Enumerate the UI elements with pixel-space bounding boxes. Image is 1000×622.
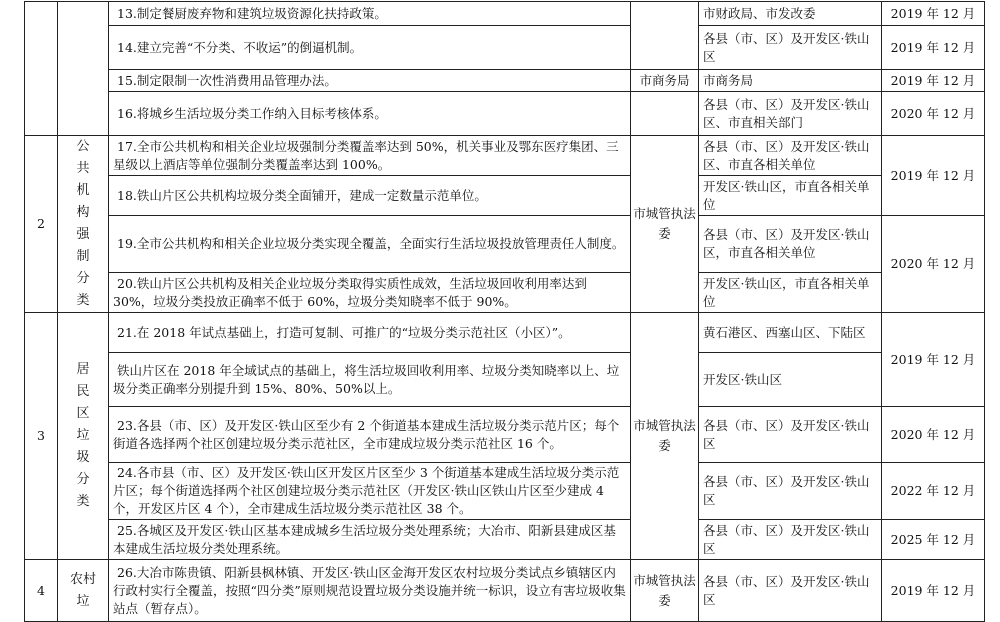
category-cell bbox=[58, 313, 109, 560]
deadline-cell: 2020 年 12 月 bbox=[882, 407, 985, 463]
table-row bbox=[25, 520, 985, 560]
deadline-cell: 2019 年 12 月 bbox=[882, 560, 985, 622]
category-cell bbox=[58, 136, 109, 313]
task-cell: 15.制定限制一次性消费用品管理办法。 bbox=[109, 70, 631, 92]
table-row bbox=[25, 136, 985, 176]
task-cell: 24.各市县（市、区）及开发区·铁山区开发区片区至少 3 个街道基本建成生活垃圾分类示范片区；每个街道选择两个社区创建垃圾分类示范社区（开发区·铁山区铁山片区至少建成 4 个，开发区片区 4 个），全市建成生活垃圾分类示范社区 38 个。 bbox=[109, 463, 631, 520]
deadline-cell: 2019 年 12 月 bbox=[882, 313, 985, 407]
task-cell: 21.在 2018 年试点基础上，打造可复制、可推广的“垃圾分类示范社区（小区）”。 bbox=[109, 313, 631, 353]
category-cell bbox=[58, 560, 109, 622]
table-row bbox=[25, 273, 985, 313]
table-row bbox=[25, 560, 985, 622]
task-cell: 23.各县（市、区）及开发区·铁山区至少有 2 个街道基本建成生活垃圾分类示范片区；每个街道各选择两个社区创建垃圾分类示范社区，全市建成垃圾分类示范社区 16 个。 bbox=[109, 407, 631, 463]
responsible-cell: 开发区·铁山区，市直各相关单位 bbox=[699, 273, 882, 313]
lead-dept-cell: 市城管执法委 bbox=[631, 560, 699, 622]
table-row bbox=[25, 407, 985, 463]
lead-dept-cell: 市城管执法委 bbox=[631, 136, 699, 313]
table-row bbox=[25, 70, 985, 92]
responsible-cell: 各县（市、区）及开发区·铁山区 bbox=[699, 26, 882, 70]
responsible-cell: 各县（市、区）及开发区·铁山区，市直各相关单位 bbox=[699, 216, 882, 273]
deadline-cell: 2019 年 12 月 bbox=[882, 70, 985, 92]
number-cell bbox=[25, 2, 58, 136]
number-cell: 3 bbox=[25, 313, 58, 560]
table-row bbox=[25, 353, 985, 407]
responsible-cell: 黄石港区、西塞山区、下陆区 bbox=[699, 313, 882, 353]
deadline-cell: 2019 年 12 月 bbox=[882, 136, 985, 216]
task-cell: 20.铁山片区公共机构及相关企业垃圾分类取得实质性成效，生活垃圾回收利用率达到 30%，垃圾分类投放正确率不低于 60%，垃圾分类知晓率不低于 90%。 bbox=[109, 273, 631, 313]
table-row bbox=[25, 313, 985, 353]
table-row bbox=[25, 26, 985, 70]
table-row bbox=[25, 2, 985, 26]
number-cell: 2 bbox=[25, 136, 58, 313]
deadline-cell: 2025 年 12 月 bbox=[882, 520, 985, 560]
task-cell: 13.制定餐厨废弃物和建筑垃圾资源化扶持政策。 bbox=[109, 2, 631, 26]
task-cell: 18.铁山片区公共机构垃圾分类全面铺开，建成一定数量示范单位。 bbox=[109, 176, 631, 216]
table-row bbox=[25, 216, 985, 273]
deadline-cell: 2020 年 12 月 bbox=[882, 92, 985, 136]
responsible-cell: 各县（市、区）及开发区·铁山区 bbox=[699, 407, 882, 463]
table-row bbox=[25, 92, 985, 136]
lead-dept-cell bbox=[631, 92, 699, 136]
number-cell: 4 bbox=[25, 560, 58, 622]
task-cell: 26.大冶市陈贵镇、阳新县枫林镇、开发区·铁山区金海开发区农村垃圾分类试点乡镇辖区内行政村实行全覆盖，按照“四分类”原则规范设置垃圾分类设施并统一标识，设立有害垃圾收集站点（暂存点）。 bbox=[109, 560, 631, 622]
task-cell: 16.将城乡生活垃圾分类工作纳入目标考核体系。 bbox=[109, 92, 631, 136]
responsible-cell: 市商务局 bbox=[699, 70, 882, 92]
task-cell: 铁山片区在 2018 年全域试点的基础上，将生活垃圾回收利用率、垃圾分类知晓率以上、垃圾分类正确率分别提升到 15%、80%、50%以上。 bbox=[109, 353, 631, 407]
task-cell: 19.全市公共机构和相关企业垃圾分类实现全覆盖，全面实行生活垃圾投放管理责任人制度。 bbox=[109, 216, 631, 273]
lead-dept-cell: 市商务局 bbox=[631, 70, 699, 92]
responsible-cell: 各县（市、区）及开发区·铁山区 bbox=[699, 560, 882, 622]
responsible-cell: 开发区·铁山区 bbox=[699, 353, 882, 407]
category-label: 公共机构强制分类 bbox=[76, 139, 90, 308]
category-cell bbox=[58, 2, 109, 136]
category-label: 居民区垃圾分类 bbox=[76, 362, 90, 509]
responsible-cell: 各县（市、区）及开发区·铁山区、市直各相关单位 bbox=[699, 136, 882, 176]
deadline-cell: 2020 年 12 月 bbox=[882, 216, 985, 313]
lead-dept-cell bbox=[631, 2, 699, 70]
table-row bbox=[25, 176, 985, 216]
responsible-cell: 开发区·铁山区，市直各相关单位 bbox=[699, 176, 882, 216]
deadline-cell: 2019 年 12 月 bbox=[882, 2, 985, 26]
task-cell: 25.各城区及开发区·铁山区基本建成城乡生活垃圾分类处理系统；大冶市、阳新县建成区基本建成生活垃圾分类处理系统。 bbox=[109, 520, 631, 560]
responsible-cell: 各县（市、区）及开发区·铁山区、市直相关部门 bbox=[699, 92, 882, 136]
task-table bbox=[24, 1, 985, 622]
deadline-cell: 2019 年 12 月 bbox=[882, 26, 985, 70]
task-cell: 14.建立完善“不分类、不收运”的倒逼机制。 bbox=[109, 26, 631, 70]
category-label: 农村垃 bbox=[69, 571, 96, 609]
task-cell: 17.全市公共机构和相关企业垃圾强制分类覆盖率达到 50%，机关事业及鄂东医疗集团、三星级以上酒店等单位强制分类覆盖率达到 100%。 bbox=[109, 136, 631, 176]
responsible-cell: 各县（市、区）及开发区·铁山区 bbox=[699, 520, 882, 560]
lead-dept-cell: 市城管执法委 bbox=[631, 313, 699, 560]
responsible-cell: 各县（市、区）及开发区·铁山区 bbox=[699, 463, 882, 520]
table-row bbox=[25, 463, 985, 520]
responsible-cell: 市财政局、市发改委 bbox=[699, 2, 882, 26]
deadline-cell: 2022 年 12 月 bbox=[882, 463, 985, 520]
